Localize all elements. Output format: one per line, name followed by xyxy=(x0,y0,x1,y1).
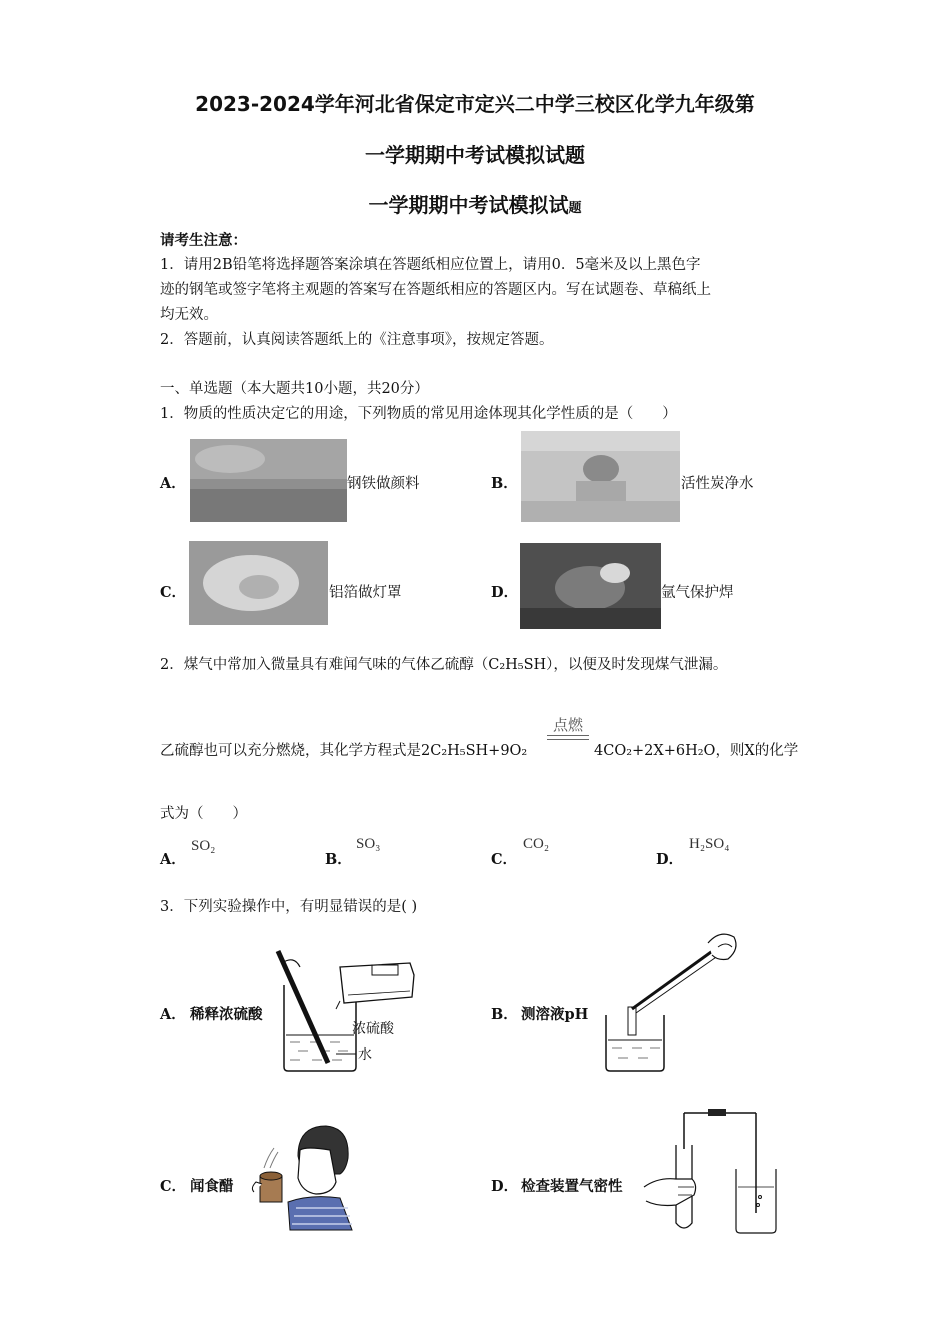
q3-option-b-letter: B． xyxy=(491,1006,518,1023)
q2-option-a-formula: SO₂ xyxy=(191,838,216,854)
q2-option-b-letter: B． xyxy=(325,851,352,868)
q3-figure-a-dilution xyxy=(270,945,430,1075)
q3-figure-d-airtightness xyxy=(640,1105,780,1240)
q2-stem-line1: 2．煤气中常加入微量具有难闻气味的气体乙硫醇（C₂H₅SH），以便及时发现煤气泄漏。 xyxy=(160,657,728,673)
title-line-1: 2023-2024学年河北省保定市定兴二中学三校区化学九年级第 xyxy=(195,92,755,116)
notice-item1-line1: 1．请用2B铅笔将选择题答案涂填在答题纸相应位置上，请用0．5毫米及以上黑色字 xyxy=(160,257,701,273)
q2-condition: 点燃 xyxy=(552,716,583,734)
q1-option-b-text: 活性炭净水 xyxy=(681,476,754,492)
q3-option-d-text: 检查装置气密性 xyxy=(521,1178,623,1195)
notice-item1-line3: 均无效。 xyxy=(160,307,218,323)
notice-heading: 请考生注意： xyxy=(160,232,247,249)
q3-figure-a-label-water: 水 xyxy=(358,1047,372,1063)
q3-figure-c-smelling xyxy=(240,1118,355,1233)
q2-stem-line3: 式为（ ） xyxy=(160,806,247,822)
q1-stem: 1．物质的性质决定它的用途，下列物质的常见用途体现其化学性质的是（ ） xyxy=(160,406,677,422)
section-heading: 一、单选题（本大题共10小题，共20分） xyxy=(160,381,429,397)
title-line-3-small: 题 xyxy=(568,201,582,216)
q2-option-d-formula: H₂SO₄ xyxy=(689,836,730,852)
q1-option-a-letter: A． xyxy=(160,475,186,492)
title-line-2: 一学期期中考试模拟试题 xyxy=(365,143,585,167)
q3-figure-b-ph-test xyxy=(600,925,745,1075)
q2-option-b-formula: SO₃ xyxy=(356,836,381,852)
q1-option-d-letter: D． xyxy=(491,584,519,601)
q2-option-a-letter: A． xyxy=(160,851,186,868)
q1-option-a-photo xyxy=(190,439,347,522)
q2-option-c-letter: C． xyxy=(491,851,518,868)
q2-option-c-formula: CO₂ xyxy=(523,836,550,852)
q1-option-a-text: 钢铁做颜料 xyxy=(347,476,420,492)
q1-option-b-letter: B． xyxy=(491,475,518,492)
q1-option-c-text: 铝箔做灯罩 xyxy=(329,585,402,601)
q3-option-a-text: 稀释浓硫酸 xyxy=(190,1006,263,1023)
q1-option-d-photo xyxy=(520,543,661,629)
notice-item2: 2．答题前，认真阅读答题纸上的《注意事项》，按规定答题。 xyxy=(160,332,554,348)
q2-option-d-letter: D． xyxy=(656,851,684,868)
q2-equation-right: 4CO₂+2X+6H₂O，则X的化学 xyxy=(594,743,799,759)
title-line-3 xyxy=(0,189,950,218)
notice-item1-line2: 迹的钢笔或签字笔将主观题的答案写在答题纸相应的答题区内。写在试题卷、草稿纸上 xyxy=(160,282,711,298)
q3-option-b-text: 测溶液pH xyxy=(521,1006,589,1023)
q3-option-c-letter: C． xyxy=(160,1178,187,1195)
q3-option-c-text: 闻食醋 xyxy=(190,1178,234,1195)
title-line-3-main: 一学期期中考试模拟试 xyxy=(368,193,569,217)
q1-option-b-photo xyxy=(521,431,680,522)
q2-equation-left: 乙硫醇也可以充分燃烧，其化学方程式是2C₂H₅SH+9O₂ xyxy=(160,743,528,759)
q3-figure-a-label-acid: 浓硫酸 xyxy=(352,1021,394,1037)
q3-stem: 3．下列实验操作中，有明显错误的是( ) xyxy=(160,899,418,915)
q1-option-d-text: 氩气保护焊 xyxy=(661,585,734,601)
q1-option-c-letter: C． xyxy=(160,584,187,601)
q3-option-d-letter: D． xyxy=(491,1178,519,1195)
q3-option-a-letter: A． xyxy=(160,1006,186,1023)
q1-option-c-photo xyxy=(189,541,328,625)
q2-equals-arrow xyxy=(547,735,589,740)
